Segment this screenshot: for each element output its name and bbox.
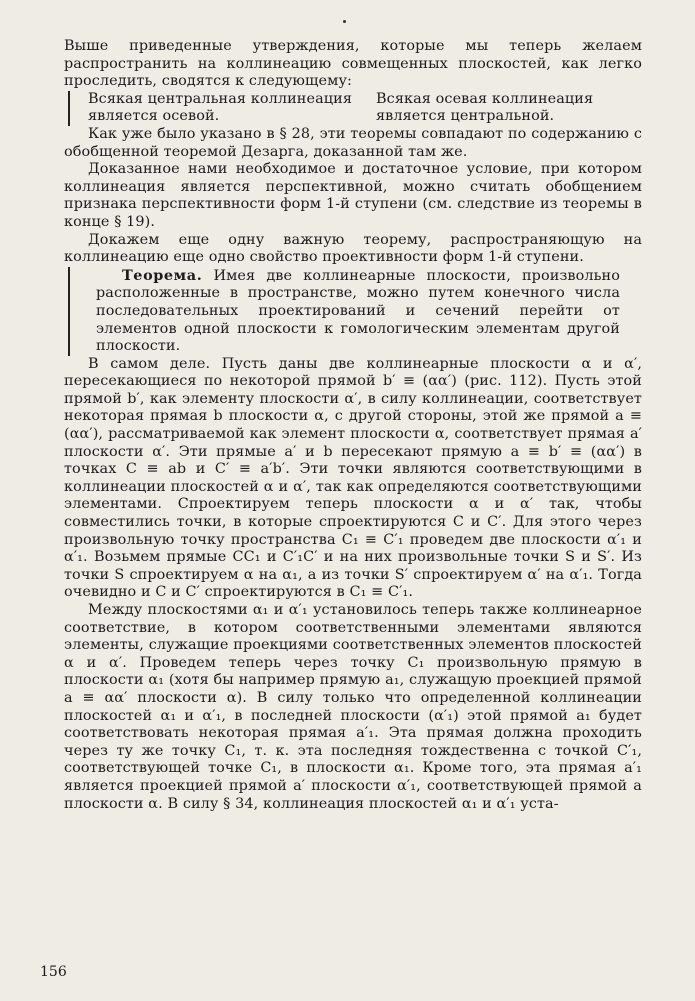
print-speck <box>343 20 346 23</box>
paragraph-proof-1: В самом деле. Пусть даны две коллинеарные плоскости α и α′, пересекающиеся по некоторой прямой b′ ≡ (αα′) (рис. 112). Пусть этой прямой b′, как элементу плоскости α′, в силу коллинеации, соответствует некоторая прямая b плоскости α, с другой стороны, этой же прямой a ≡ (αα′), рассматриваемой как элемент плоскости α, соответствует прямая a′ плоскости α′. Эти прямые a′ и b пересекают прямую a ≡ b′ ≡ (αα′) в точках C ≡ ab и C′ ≡ a′b′. Эти точки являются соответствующими в коллинеации плоскостей α и α′, так как определяются соответствующими элементами. Спроектируем теперь плоскости α и α′ так, чтобы совместились точки, в которые спроектируются C и C′. Для этого через произвольную точку пространства C₁ ≡ C′₁ проведем две плоскости α′₁ и α′₁. Возьмем прямые CC₁ и C′₁C′ и на них произвольные точки S и S′. Из точки S спроектируем α на α₁, а из точки S′ спроектируем α′ на α′₁. Тогда очевидно и C и C′ спроектируются в C₁ ≡ C′₁. <box>64 355 642 601</box>
paragraph-announce: Докажем еще одну важную теорему, распространяющую на коллинеацию еще одно свойство проективности форм 1-й ступени. <box>64 231 642 266</box>
theorem-statement <box>96 267 620 356</box>
page-number: 156 <box>40 964 67 980</box>
statements-block <box>68 91 642 126</box>
paragraph-condition: Доказанное нами необходимое и достаточное условие, при котором коллинеация является перспективной, можно считать обобщением признака перспективности форм 1-й ступени (см. следствие из теоремы в конце § 19). <box>64 161 642 230</box>
page-body <box>64 38 642 813</box>
paragraph-desargues: Как уже было указано в § 28, эти теоремы совпадают по содержанию с обобщенной теоремой Дезарга, доказанной там же. <box>64 125 642 160</box>
statement-left: Всякая центральная коллинеация является осевой. <box>88 90 352 125</box>
theorem-title: Теорема. <box>122 266 203 284</box>
theorem-block <box>68 267 642 356</box>
paragraph-proof-2: Между плоскостями α₁ и α′₁ установилось теперь также коллинеарное соответствие, в котором соответственными элементами являются элементы, служащие проекциями соответственных элементов плоскостей α и α′. Проведем теперь через точку C₁ произвольную прямую в плоскости α₁ (хотя бы например прямую a₁, служащую проекцией прямой a ≡ αα′ плоскости α). В силу только что определенной коллинеации плоскостей α₁ и α′₁, в последней плоскости (α′₁) этой прямой a₁ будет соответствовать некоторая прямая a′₁. Эта прямая должна проходить через ту же точку C₁, т. к. эта последняя тождественна с точкой C′₁, соответствующей точке C₁, в плоскости α₁. Кроме того, эта прямая a′₁ является проекцией прямой a′ плоскости α′₁, соответствующей прямой a плоскости α. В силу § 34, коллинеация плоскостей α₁ и α′₁ уста- <box>64 602 642 812</box>
theorem-text: Имея две коллинеарные плоскости, произвольно расположенные в пространстве, можно путем конечного числа последовательных проектирований и сечений перейти от элементов одной плоскости к гомологическим элементам другой плоскости. <box>96 267 620 355</box>
statement-right: Всякая осевая коллинеация является центральной. <box>376 90 594 125</box>
paragraph-intro: Выше приведенные утверждения, которые мы теперь желаем распространить на коллинеацию совмещенных плоскостей, как легко проследить, сводятся к следующему: <box>64 38 642 90</box>
